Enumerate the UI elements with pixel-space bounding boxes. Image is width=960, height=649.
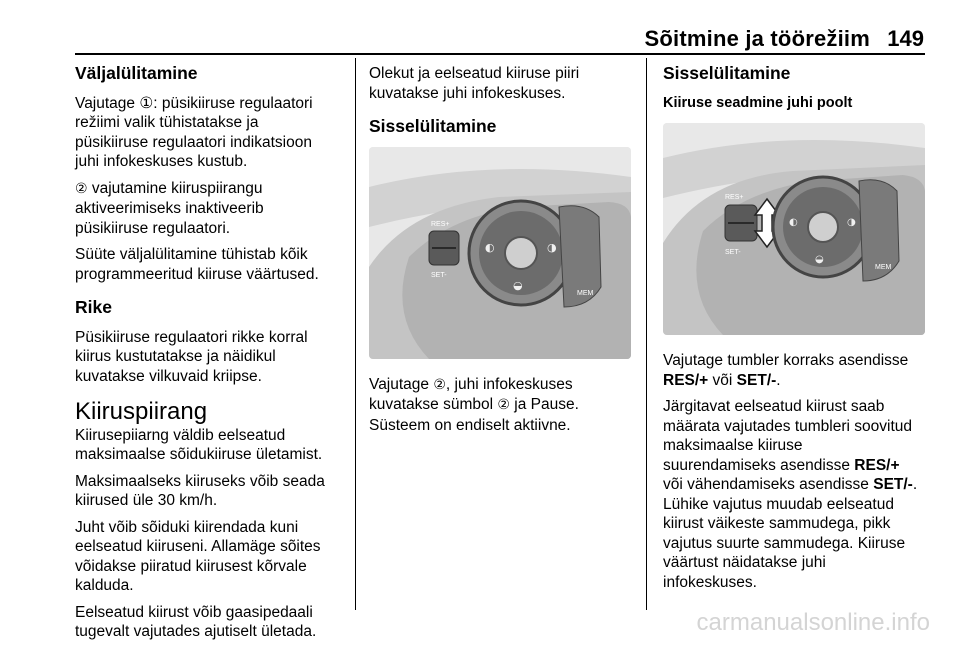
- steering-wheel-figure: [369, 147, 631, 359]
- svg-text:SET-: SET-: [725, 249, 741, 256]
- paragraph-set-1: Vajutage tumbler korraks asendisse RES/+ või SET/-.: [663, 352, 909, 389]
- watermark: carmanualsonline.info: [696, 609, 930, 636]
- heading-fault: Rike: [75, 297, 112, 317]
- header-rule: [75, 53, 925, 55]
- steering-wheel-toggle-figure: [663, 123, 925, 335]
- paragraph-status: Olekut ja eelseatud kiiruse piiri kuvatakse juhi infokeskuses.: [369, 65, 580, 102]
- heading-switch-on: Sisselülitamine: [369, 116, 497, 136]
- page-header-title: Sõitmine ja töörežiim: [644, 26, 870, 51]
- heading-set-speed: Kiiruse seadmine juhi poolt: [663, 94, 853, 111]
- heading-switch-on-2: Sisselülitamine: [663, 63, 791, 83]
- column-divider-left: [355, 58, 356, 610]
- paragraph-set-2: Järgitavat eelseatud kiirust saab määrata vajutades tumbleri soovitud maksimaalse kiiruse suurendamiseks asendisse RES/+ või vähendamiseks asendisse SET/-. Lühike vajutus muudab eelseatud kiirust väikeste sammudega, pikk vajutus suurte sammudega. Kiiruse väärtust näidatakse juhi infokeskuses.: [663, 398, 918, 591]
- svg-text:RES+: RES+: [725, 194, 744, 201]
- paragraph-limit-4: Eelseatud kiirust võib gaasipedaali tugevalt vajutades ajutiselt ületada.: [75, 603, 317, 640]
- svg-text:MEM: MEM: [577, 289, 594, 297]
- page-number: 149: [887, 26, 924, 51]
- svg-text:◐: ◐: [789, 217, 798, 228]
- svg-text:RES+: RES+: [431, 220, 450, 228]
- column-2: [369, 64, 639, 442]
- svg-text:◐: ◐: [485, 240, 495, 254]
- paragraph-limit-2: Maksimaalseks kiiruseks võib seada kiirused üle 30 km/h.: [75, 472, 325, 509]
- svg-text:◒: ◒: [815, 254, 824, 265]
- speed-limiter-symbol-icon: ②: [433, 376, 446, 393]
- svg-text:◑: ◑: [847, 217, 856, 228]
- paragraph-off-3: Süüte väljalülitamine tühistab kõik programmeeritud kiiruse väärtused.: [75, 246, 319, 283]
- svg-text:SET-: SET-: [431, 271, 447, 279]
- heading-speed-limiter: Kiiruspiirang: [75, 398, 208, 425]
- speed-limiter-symbol-icon: ②: [497, 397, 510, 413]
- paragraph-limit-1: Kiirusepiiarng väldib eelseatud maksimaalse sõidukiiruse ületamist.: [75, 426, 323, 463]
- heading-switch-off: Väljalülitamine: [75, 63, 198, 83]
- speed-limiter-symbol-icon: ②: [75, 180, 88, 197]
- paragraph-off-2: ② vajutamine kiiruspiirangu aktiveerimiseks inaktiveerib püsikiiruse regulaatori.: [75, 179, 264, 237]
- paragraph-fault: Püsikiiruse regulaatori rikke korral kiirus kustutatakse ja näidikul kuvatakse vilkuvaid kriipse.: [75, 328, 308, 385]
- svg-text:◒: ◒: [513, 278, 523, 292]
- svg-text:◑: ◑: [547, 240, 557, 254]
- paragraph-off-1: Vajutage ①: püsikiiruse regulaatori režiimi valik tühistatakse ja püsikiiruse regulaatori indikatsioon juhi infokeskuses kustub.: [75, 94, 313, 170]
- paragraph-limit-3: Juht võib sõiduki kiirendada kuni eelseatud kiiruseni. Allamäge sõites võidakse piiratud kiirusest kõrvale kalduda.: [75, 518, 321, 594]
- svg-text:MEM: MEM: [875, 264, 892, 271]
- column-1: [75, 64, 350, 649]
- column-3: [663, 64, 928, 599]
- column-divider-right: [646, 58, 647, 610]
- paragraph-on: Vajutage ②, juhi infokeskuses kuvatakse sümbol ② ja Pause. Süsteem on endiselt aktiivne.: [369, 375, 579, 434]
